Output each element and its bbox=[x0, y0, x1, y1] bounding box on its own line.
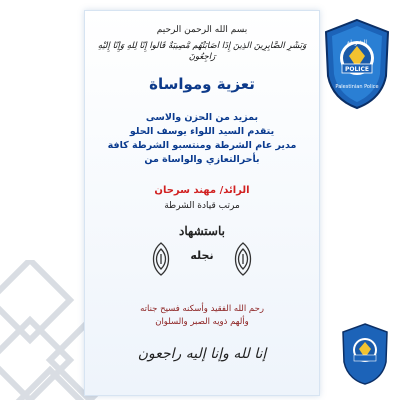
martyrdom-label: باستشهاد bbox=[179, 224, 225, 238]
logo-arabic-text: الشرطة bbox=[346, 39, 368, 46]
logo-ring-text: Palestinian Police bbox=[335, 84, 379, 90]
body-line: مدير عام الشرطة ومنتسبو الشرطة كافة bbox=[107, 140, 297, 151]
condolence-card bbox=[84, 10, 320, 396]
body-line: بمزيد من الحزن والاسى bbox=[145, 112, 259, 123]
condolence-text bbox=[95, 111, 309, 167]
prayer-text bbox=[85, 303, 319, 329]
quran-verse: وَبَشِّرِ الصَّابِرِينَ الَّذِينَ إِذَا أَصَابَتْهُم مُّصِيبَةٌ قَالُوا إِنَّا لِلَّهِ وَإِنَّا إِلَيْهِ رَاجِعُونَ bbox=[97, 41, 307, 62]
police-logo bbox=[322, 18, 392, 110]
prayer-line: رحم الله الفقيد وأسكنه فسيح جناته bbox=[140, 304, 264, 314]
martyr-name: نجله bbox=[190, 249, 214, 262]
bereaved-name: الرائد/ مهند سرحان bbox=[154, 185, 250, 196]
bereaved-role: مرتب قيادة الشرطة bbox=[164, 201, 240, 211]
calligraphy-verse: إنا لله وإنا إليه راجعون bbox=[137, 346, 267, 362]
basmala: بسم الله الرحمن الرحيم bbox=[156, 25, 248, 35]
card-title: تعزية ومواساة bbox=[149, 75, 255, 93]
prayer-line: وألهم ذويه الصبر والسلوان bbox=[155, 317, 249, 327]
police-logo-small bbox=[340, 322, 390, 386]
body-line: بأحرالتعازي والواساة من bbox=[144, 154, 260, 165]
logo-badge-text: POLICE bbox=[344, 66, 370, 73]
body-line: يتقدم السيد اللواء يوسف الحلو bbox=[129, 126, 275, 137]
ornament-icon bbox=[147, 241, 175, 277]
